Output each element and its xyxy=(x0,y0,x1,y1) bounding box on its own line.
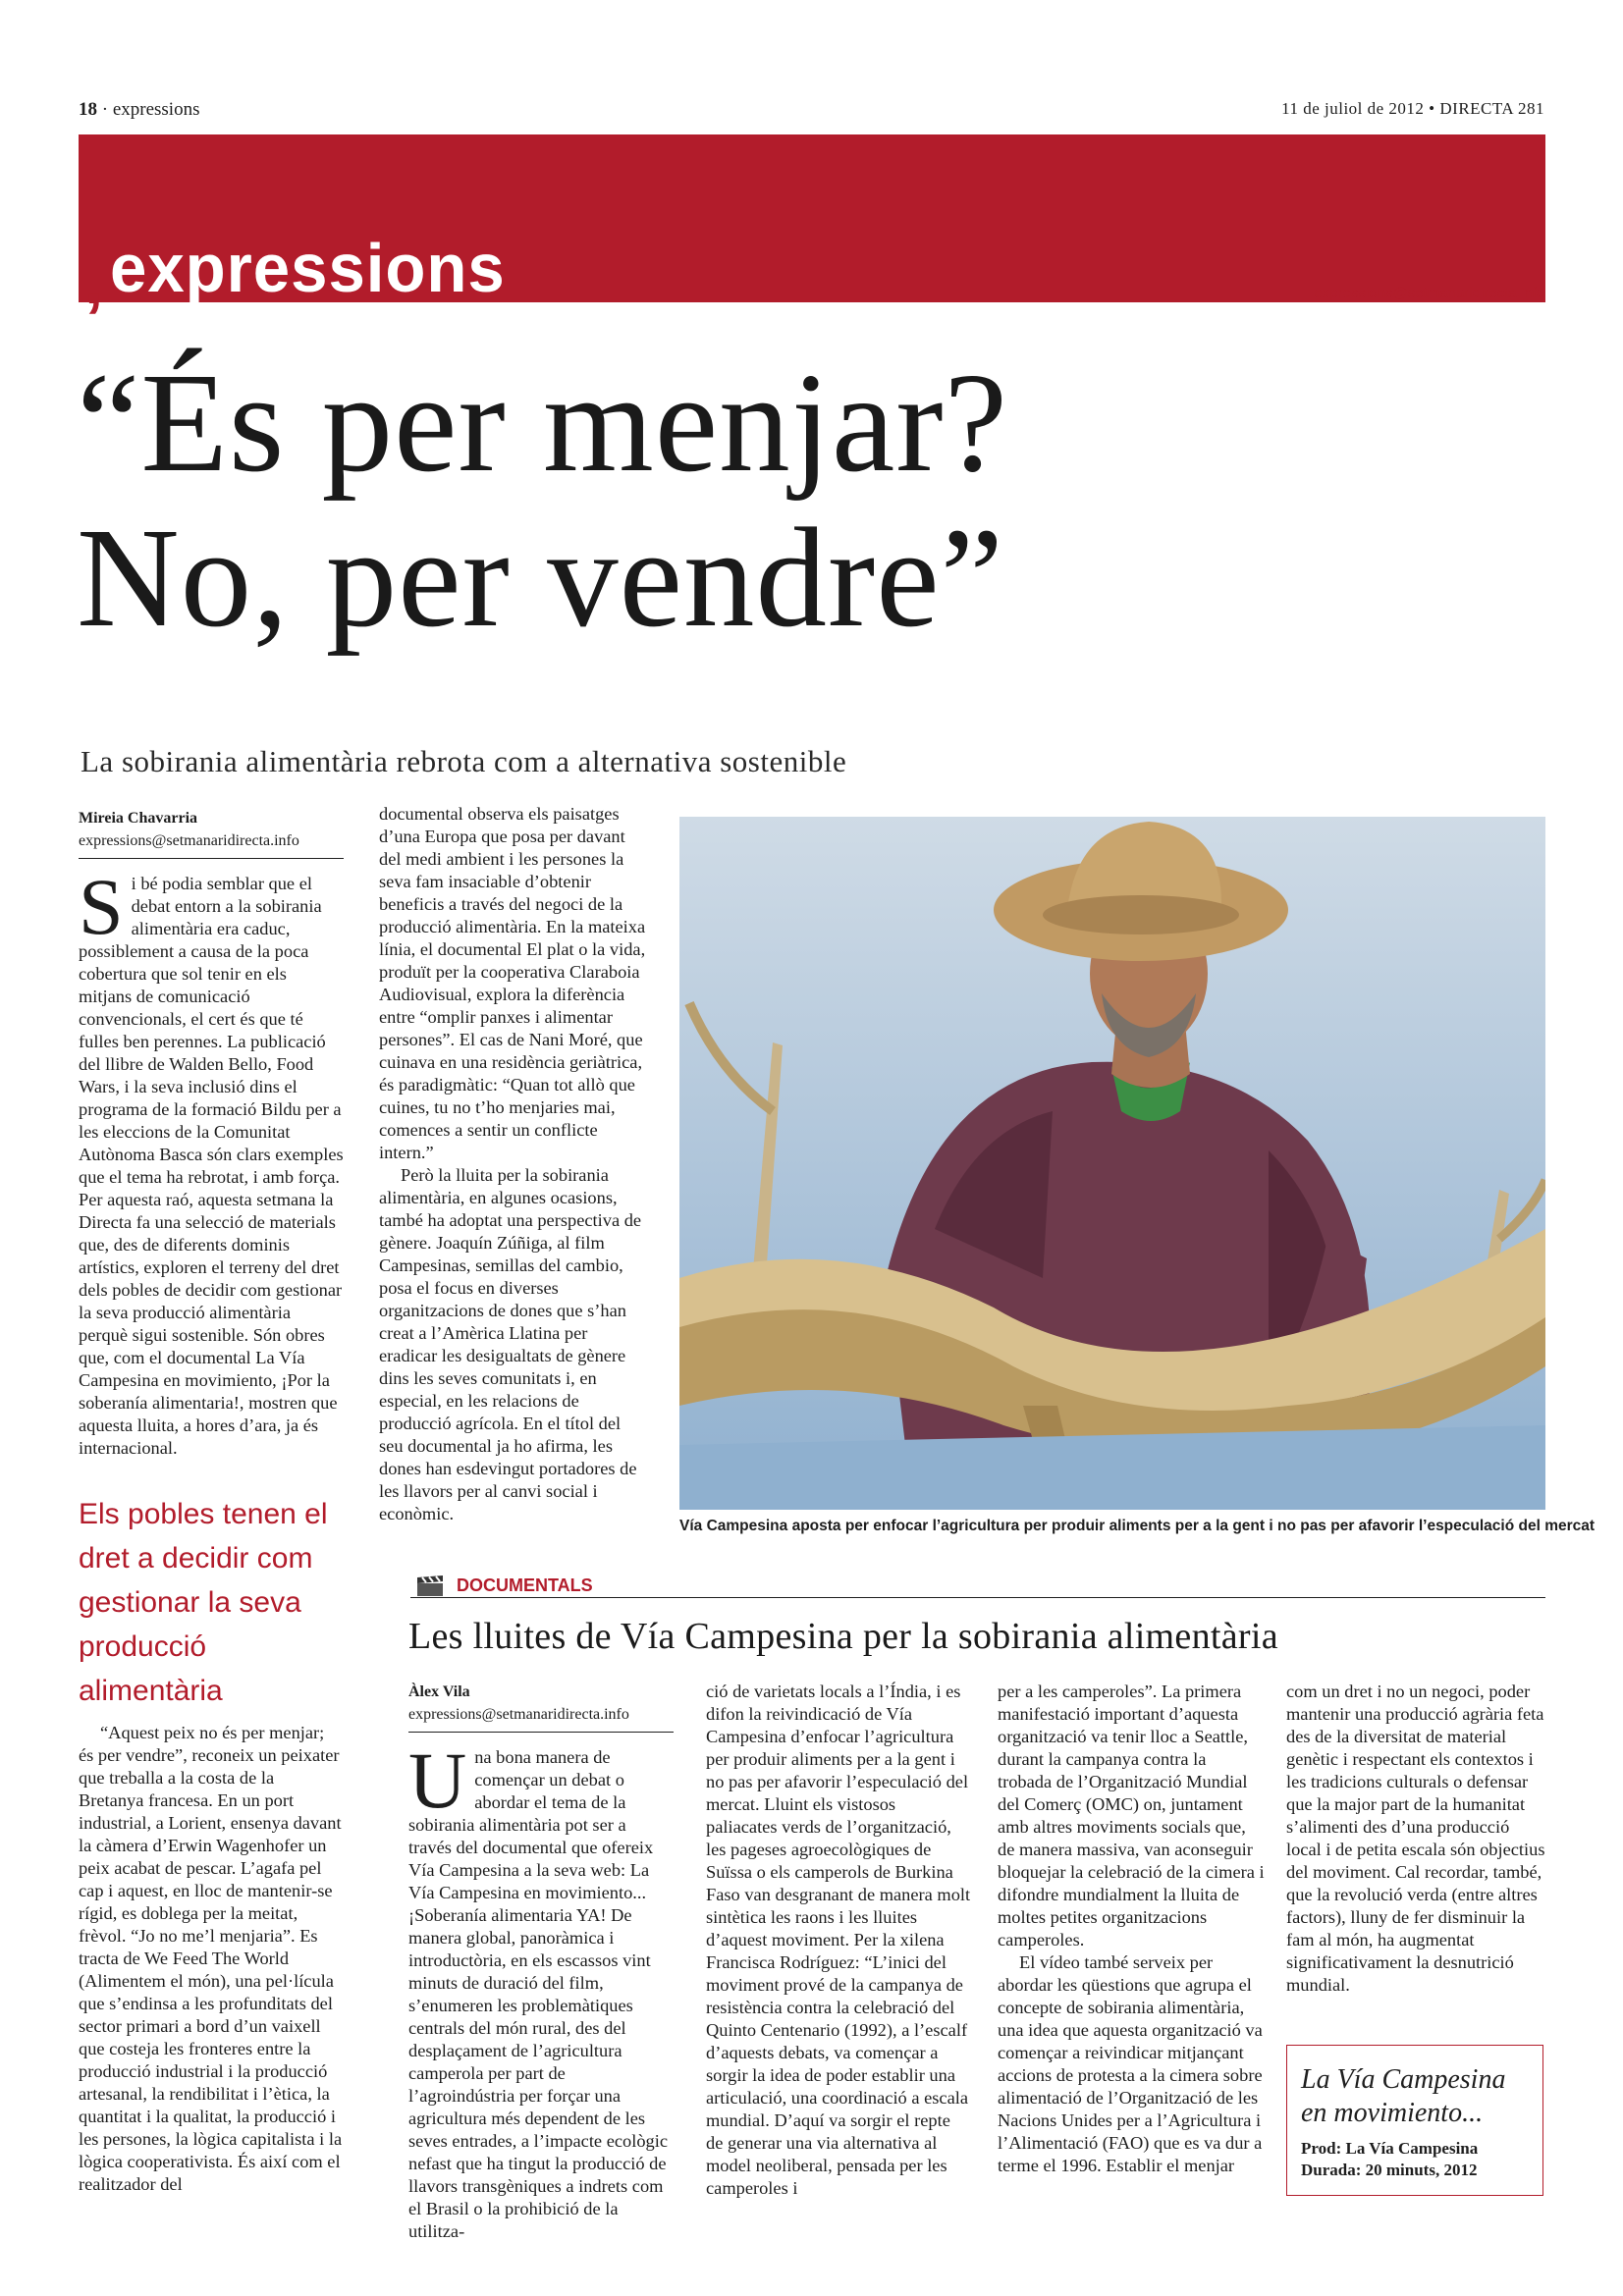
article2-paragraph-2: ció de varietats locals a l’Índia, i es difon la reivindicació de Vía Campesina d’enfocar l’agricultura per produir aliments per a la gent i no pas per afavorir l’especulació del mercat. Lluint els vistosos paliacates verds de l’organització, les pageses agroecològiques de Suïssa o els camperols de Burkina Faso van desgranant de manera molt sintètica les raons i les lluites d’aquest moviment. Per la xilena Francisca Rodríguez: “L’inici del moviment prové de la campanya de resistència contra la celebració del Quinto Centenario (1992), a l’escalf d’aquests debats, va començar a sorgir la idea de poder establir una articulació, una coordinació a escala mundial. D’aquí va sorgir el repte de generar una via alternativa al model neoliberal, pensada per les camperoles i xyxy=(706,1682,971,2198)
photo-farmer xyxy=(679,817,1545,1510)
pull-quote: Els pobles tenen el dret a decidir com gestionar la seva producció alimentària xyxy=(79,1498,328,1707)
farmer-photo-illustration xyxy=(679,817,1545,1510)
article2-paragraph-5: com un dret i no un negoci, poder mantenir una producció agrària feta des de la diversitat de material genètic i respectant els contextos i les tradicions culturals o defensar que la major part de la humanitat s’alimenti des d’una producció local i de petita escala són objectius del moviment. Cal recordar, també, que la revolució verda (entre altres factors), lluny de fer disminuir la fam al món, ha augmentat significativament la desnutrició mundial. xyxy=(1286,1682,1545,1995)
page-number: 18 xyxy=(79,99,97,120)
headline xyxy=(77,346,1008,656)
folio-section: · expressions xyxy=(101,99,200,120)
article2-column-1 xyxy=(408,1681,674,2243)
article1-email: expressions@setmanaridirecta.info xyxy=(79,832,299,849)
article1-column-2 xyxy=(379,803,646,1525)
folio-left xyxy=(79,99,199,121)
section-email: expressions@setmanaridirecta.info xyxy=(1314,285,1544,301)
headline-line-2: No, per vendre” xyxy=(77,500,1004,657)
infobox-prod: Prod: La Vía Campesina xyxy=(1301,2139,1479,2158)
article2-column-3 xyxy=(998,1681,1265,2177)
article1-paragraph-2: “Aquest peix no és per menjar; és per vendre”, reconeix un peixater que treballa a la costa de la Bretanya francesa. En un port industrial, a Lorient, ensenya davant la càmera d’Erwin Wagenhofer un peix acabat de pescar. L’agafa pel cap i aquest, en lloc de mantenir-se rígid, es doblega per la meitat, frèvol. “Jo no me’l menjaria”. Es tracta de We Feed The World (Alimentem el món), una pel·lícula que s’endinsa a les profunditats del sector primari a bord d’un vaixell que costeja les fronteres entre la producció industrial i la producció artesanal, la rendibilitat i l’ètica, la quantitat i la qualitat, la producció i les persones, la lògica capitalista i la lògica cooperativista. És així com el realitzador del xyxy=(79,1723,343,2194)
article2-author: Àlex Vila xyxy=(408,1683,470,1700)
article2-title: Les lluites de Vía Campesina per la sobirania alimentària xyxy=(408,1616,1278,1657)
infobox-duration: Durada: 20 minuts, 2012 xyxy=(1301,2161,1478,2179)
infobox-title: La Vía Campesina en movimiento... xyxy=(1301,2064,1506,2128)
section-band-comma: , xyxy=(84,241,104,318)
documentals-label: DOCUMENTALS xyxy=(457,1575,593,1595)
article2-paragraph-1: na bona manera de començar un debat o abordar el tema de la sobirania alimentària pot ser a través del documental que ofereix Vía Campesina a la seva web: La Vía Campesina en movimiento... ¡Soberanía alimentaria YA! De manera global, panoràmica i introductòria, en els escassos vint minuts de duració del film, s’enumeren les problemàtiques centrals del món rural, des del desplaçament de l’agricultura camperola per part de l’agroindústria per forçar una agricultura més dependent de les seves entrades, a l’impacte ecològic nefast que ha tingut la producció de llavors transgèniques a indrets com el Brasil o la prohibició de la utilitza- xyxy=(408,1747,668,2241)
section-band-label: expressions xyxy=(110,230,506,306)
article2-column-2 xyxy=(706,1681,971,2200)
folio-date-issue: 11 de juliol de 2012 • DIRECTA 281 xyxy=(1281,99,1544,118)
infobox-meta xyxy=(1301,2138,1529,2181)
article2-column-4 xyxy=(1286,1681,1545,1997)
headline-line-1: “És per menjar? xyxy=(77,345,1008,502)
documentals-rule xyxy=(410,1597,1545,1598)
article1-paragraph-3: documental observa els paisatges d’una Europa que posa per davant del medi ambient i les persones la seva fam insaciable d’obtenir beneficis a través del negoci de la producció alimentària. En la mateixa línia, el documental El plat o la vida, produït per la cooperativa Claraboia Audiovisual, explora la diferència entre “omplir panxes i alimentar persones”. El cas de Nani Moré, que cuinava en una residència geriàtrica, és paradigmàtic: “Quan tot allò que cuines, tu no t’ho menjaries mai, comences a sentir un conflicte intern.” xyxy=(379,804,646,1162)
article2-dropcap: U xyxy=(408,1735,467,1825)
article1-column-1-continued xyxy=(79,1722,344,2196)
byline-rule xyxy=(79,858,344,859)
article2-email: expressions@setmanaridirecta.info xyxy=(408,1706,629,1723)
article2-paragraph-4: El vídeo també serveix per abordar les qüestions que agrupa el concepte de sobirania alimentària, una idea que aquesta organització va començar a reivindicar mitjançant accions de protesta a la cimera sobre alimentació de l’Organització de les Nacions Unides per a l’Agricultura i l’Alimentació (FAO) que es va dur a terme el 1996. Establir el menjar xyxy=(998,1952,1263,2175)
article1-paragraph-1: i bé podia semblar que el debat entorn a la sobirania alimentària era caduc, possiblement a causa de la poca cobertura que sol tenir en els mitjans de comunicació convencionals, el cert és que té fulles ben perennes. La publicació del llibre de Walden Bello, Food Wars, i la seva inclusió dins el programa de la formació Bildu per a les eleccions de la Comunitat Autònoma Basca són clars exemples que el tema ha rebrotat, i amb força. Per aquesta raó, aquesta setmana la Directa fa una selecció de materials que, des de diferents dominis artístics, exploren el terreny del dret dels pobles de decidir com gestionar la seva producció alimentària perquè sigui sostenible. Són obres que, com el documental La Vía Campesina en movimiento, ¡Por la soberanía alimentaria!, mostren que aquesta lluita, a hores d’ara, ja és internacional. xyxy=(79,874,344,1458)
dropcap: S xyxy=(79,862,124,951)
documentary-infobox xyxy=(1286,2045,1543,2196)
article2-byline-rule xyxy=(408,1732,674,1733)
article1-paragraph-4: Però la lluita per la sobirania alimentària, en algunes ocasions, també ha adoptat una perspectiva de gènere. Joaquín Zúñiga, al film Campesinas, semillas del cambio, posa el focus en diverses organitzacions de dones que s’han creat a l’Amèrica Llatina per eradicar les desigualtats de gènere dins les seves comunitats i, en especial, en les relacions de producció agrícola. En el títol del seu documental ja ho afirma, les dones han esdevingut portadores de les llavors per al canvi social i econòmic. xyxy=(379,1165,642,1523)
clapperboard-icon xyxy=(416,1575,446,1597)
photo-caption: Vía Campesina aposta per enfocar l’agricultura per produir aliments per a la gent i no pas per afavorir l’especulació del mercat xyxy=(679,1518,1596,1534)
article2-paragraph-3: per a les camperoles”. La primera manifestació important d’aquesta organització va tenir lloc a Seattle, durant la campanya contra la trobada de l’Organització Mundial del Comerç (OMC) on, juntament amb altres moviments socials que, de manera massiva, van aconseguir bloquejar la celebració de la cimera i difondre mundialment la lluita de moltes petites organitzacions camperoles. xyxy=(998,1682,1265,1949)
article1-author: Mireia Chavarria xyxy=(79,810,198,827)
subheadline: La sobirania alimentària rebrota com a alternativa sostenible xyxy=(81,744,847,778)
article1-column-1 xyxy=(79,807,344,1460)
